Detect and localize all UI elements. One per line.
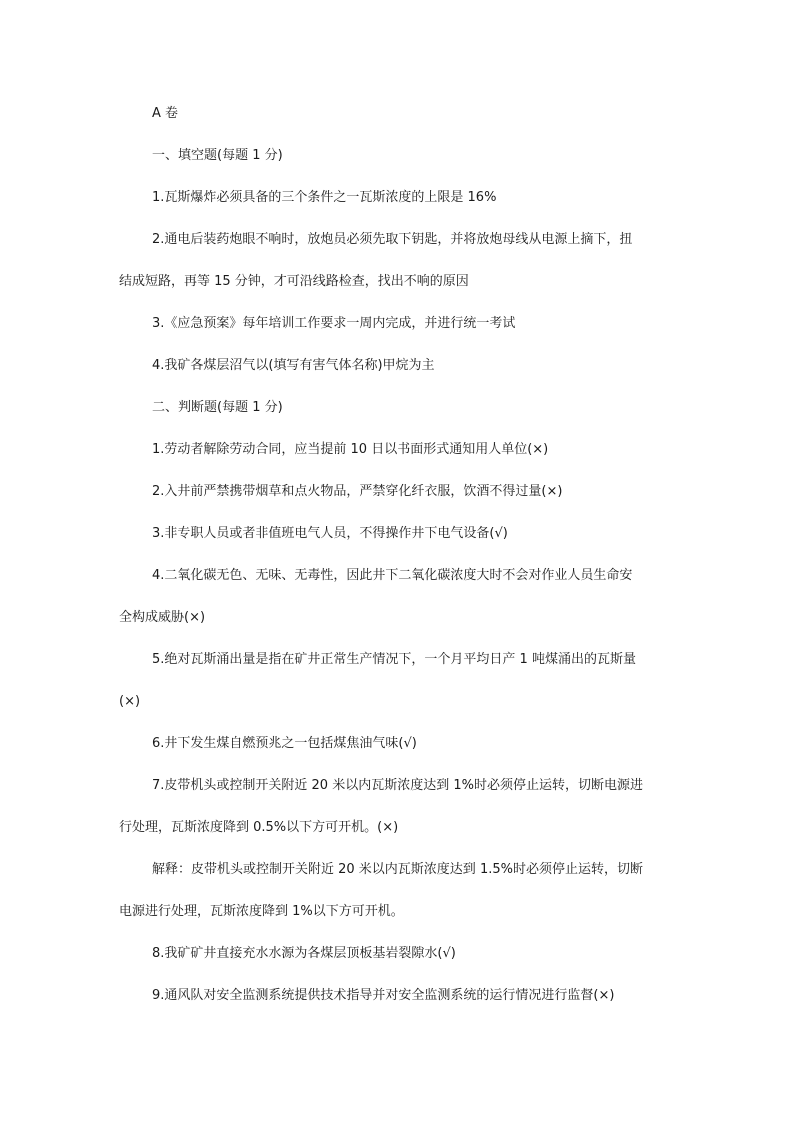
- question-line: 4.二氧化碳无色、无味、无毒性，因此井下二氧化碳浓度大时不会对作业人员生命安: [152, 568, 633, 583]
- question-line: 3.《应急预案》每年培训工作要求一周内完成，并进行统一考试: [152, 316, 516, 331]
- document-body: [119, 104, 679, 1028]
- question-line-continuation: (×): [119, 694, 141, 709]
- question-line: 6.井下发生煤自燃预兆之一包括煤焦油气味(√): [152, 736, 417, 751]
- question-line: 2.通电后装药炮眼不响时，放炮员必须先取下钥匙，并将放炮母线从电源上摘下，扭: [152, 232, 633, 247]
- section-heading-fill-in: 一、填空题(每题 1 分): [152, 148, 283, 163]
- question-line: 7.皮带机头或控制开关附近 20 米以内瓦斯浓度达到 1%时必须停止运转，切断电源进: [152, 778, 643, 793]
- explanation-line: 解释：皮带机头或控制开关附近 20 米以内瓦斯浓度达到 1.5%时必须停止运转，切断: [152, 862, 643, 877]
- question-line: 2.入井前严禁携带烟草和点火物品，严禁穿化纤衣服，饮酒不得过量(×): [152, 484, 563, 499]
- question-line: 1.劳动者解除劳动合同，应当提前 10 日以书面形式通知用人单位(×): [152, 442, 549, 457]
- question-line: 5.绝对瓦斯涌出量是指在矿井正常生产情况下，一个月平均日产 1 吨煤涌出的瓦斯量: [152, 652, 636, 667]
- section-volume-title: A 卷: [152, 106, 179, 121]
- question-line-continuation: 行处理，瓦斯浓度降到 0.5%以下方可开机。(×): [119, 820, 399, 835]
- section-heading-true-false: 二、判断题(每题 1 分): [152, 400, 283, 415]
- question-line: 8.我矿矿井直接充水水源为各煤层顶板基岩裂隙水(√): [152, 946, 456, 961]
- question-line-continuation: 全构成威胁(×): [119, 610, 206, 625]
- question-line: 1.瓦斯爆炸必须具备的三个条件之一瓦斯浓度的上限是 16%: [152, 190, 497, 205]
- question-line: 9.通风队对安全监测系统提供技术指导并对安全监测系统的运行情况进行监督(×): [152, 988, 615, 1003]
- question-line-continuation: 结成短路，再等 15 分钟，才可沿线路检查，找出不响的原因: [119, 274, 469, 289]
- explanation-line-continuation: 电源进行处理，瓦斯浓度降到 1%以下方可开机。: [119, 904, 404, 919]
- question-line: 3.非专职人员或者非值班电气人员，不得操作井下电气设备(√): [152, 526, 508, 541]
- question-line: 4.我矿各煤层沼气以(填写有害气体名称)甲烷为主: [152, 358, 435, 373]
